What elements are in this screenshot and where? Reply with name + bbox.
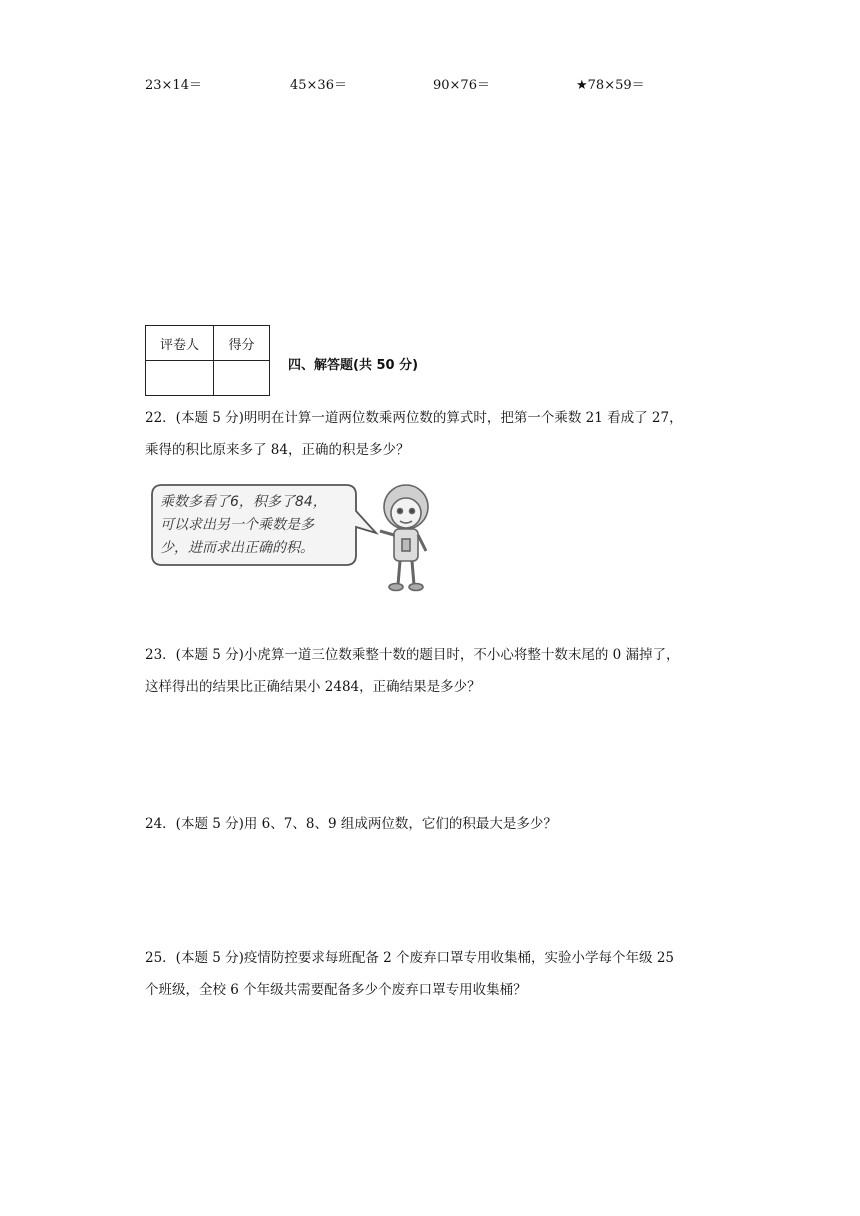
hint-line-1: 乘数多看了6，积多了84， xyxy=(160,494,327,510)
question-23-line-2: 这样得出的结果比正确结果小 2484，正确结果是多少？ xyxy=(145,679,481,695)
question-25 xyxy=(145,942,725,1006)
calc-item-1: 23×14＝ xyxy=(145,78,202,93)
question-22 xyxy=(145,402,725,466)
question-22-line-1: 22．(本题 5 分)明明在计算一道两位数乘两位数的算式时，把第一个乘数 21 看成了 27， xyxy=(145,410,683,426)
score-table xyxy=(145,325,270,396)
cartoon-boy-icon xyxy=(380,485,428,591)
hint-line-2: 可以求出另一个乘数是多 xyxy=(160,517,314,533)
calc-item-3: 90×76＝ xyxy=(433,78,490,93)
question-25-line-2: 个班级，全校 6 个年级共需要配备多少个废弃口罩专用收集桶？ xyxy=(145,982,527,998)
score-label: 得分 xyxy=(214,326,270,361)
score-cell[interactable] xyxy=(214,361,270,396)
grader-cell[interactable] xyxy=(146,361,214,396)
hint-illustration-svg xyxy=(150,481,440,593)
calc-item-4: ★78×59＝ xyxy=(576,78,645,93)
question-25-line-1: 25．(本题 5 分)疫情防控要求每班配备 2 个废弃口罩专用收集桶，实验小学每个年级 25 xyxy=(145,950,675,966)
question-22-line-2: 乘得的积比原来多了 84，正确的积是多少？ xyxy=(145,442,410,458)
section-title: 四、解答题(共 50 分) xyxy=(288,358,419,373)
question-24 xyxy=(145,808,725,840)
hint-illustration xyxy=(150,481,440,593)
question-23-line-1: 23．(本题 5 分)小虎算一道三位数乘整十数的题目时，不小心将整十数末尾的 0 漏掉了， xyxy=(145,647,680,663)
question-24-line-1: 24．(本题 5 分)用 6、7、8、9 组成两位数，它们的积最大是多少？ xyxy=(145,816,557,832)
calc-item-2: 45×36＝ xyxy=(290,78,347,93)
grader-label: 评卷人 xyxy=(146,326,214,361)
hint-line-3: 少，进而求出正确的积。 xyxy=(160,540,314,556)
question-23 xyxy=(145,639,725,703)
